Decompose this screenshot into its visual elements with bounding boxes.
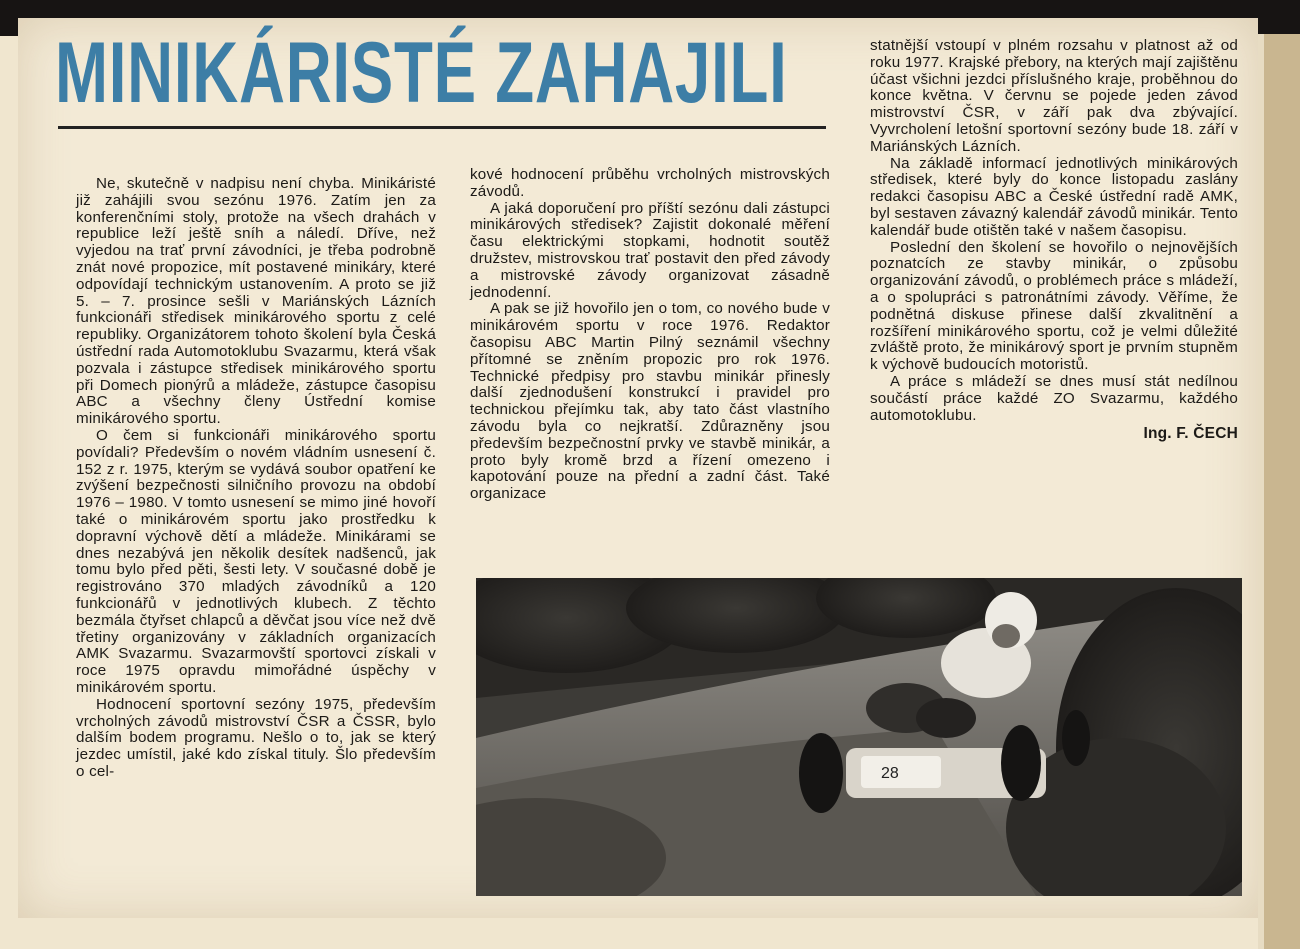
article-headline: MINIKÁRISTÉ ZAHAJILI: [55, 25, 788, 121]
paragraph: kové hodnocení průběhu vrcholných mistrovských závodů.: [470, 166, 830, 200]
kart-race-photo-image: [476, 578, 1242, 896]
kart-number: 28: [881, 765, 899, 782]
headline-rule: [58, 126, 826, 129]
author-signature: Ing. F. ČECH: [1143, 425, 1238, 443]
article-column-1: [76, 176, 436, 781]
paragraph: Ne, skutečně v nadpisu není chyba. Minikáristé již zahájili svou sezónu 1976. Zatím jen za konferenčními stoly, protože na všech drahách v republice leží ještě sníh a náledí. Dříve, než vyjedou na trať první závodníci, je třeba podrobně znát nové propozice, mít postavené minikáry, které odpovídají technickým ustanovením. A proto se již 5. – 7. prosince sešli v Mariánských Lázních funkcionáři středisek minikárového sportu z celé republiky. Organizátorem tohoto školení byla Česká ústřední rada Automotoklubu Svazarmu, která však pozvala i zástupce středisek minikárového sportu při Domech pionýrů a mládeže, zástupce časopisu ABC a všechny členy Ústřední komise minikárového sportu.: [76, 175, 436, 428]
paragraph: O čem si funkcionáři minikárového sportu povídali? Především o novém vládním usnesení č. 152 z r. 1975, kterým se vydává soubor opatření ke zvýšení bezpečnosti silničního provozu na období 1976 – 1980. V tomto usnesení se mimo jiné hovoří také o minikárovém sportu jako prostředku k dopravní výchově dětí a mládeže. Minikárami se dnes nezabývá jen několik desítek nadšenců, jak tomu bylo před pěti, šesti lety. V současné době je registrováno 370 mladých závodníků a 120 funkcionářů v jednotlivých klubech. Z těchto bezmála čtyřset chlapců a děvčat jsou více než dvě třetiny organizovány v základních organizacích AMK Svazarmu. Svazarmovští sportovci získali v roce 1975 opravdu mimořádné úspěchy v minikárovém sportu.: [76, 426, 436, 696]
paragraph: Poslední den školení se hovořilo o nejnovějších poznatcích ze stavby minikár, o způsobu organizování závodů, o problémech práce s mládeží, a o spolupráci s patronátními závody. Věříme, že podnětná diskuse přinese další zkvalitnění a rozšíření minikárového sportu, což je velmi důležité zvláště proto, že minikárový sport je prvním stupněm k výchově budoucích motoristů.: [870, 238, 1238, 374]
page-fold: [1258, 34, 1264, 949]
paragraph: Na základě informací jednotlivých minikárových středisek, které byly do konce listopadu zaslány redakci časopisu ABC a České ústřední radě AMK, byl sestaven závazný kalendář závodů minikár. Tento kalendář bude otištěn také v našem časopisu.: [870, 154, 1238, 239]
paragraph: A jaká doporučení pro příští sezónu dali zástupci minikárových středisek? Zajistit dokonalé měření času elektrickými stopkami, hodnotit soutěž družstev, mistrovskou trať postavit den před závody a mistrovské závody organizovat zásadně jednodenní.: [470, 199, 830, 301]
paragraph: A pak se již hovořilo jen o tom, co nového bude v minikárovém sportu v roce 1976. Redaktor časopisu ABC Martin Pilný seznámil všechny přítomné se zněním propozic pro rok 1976. Technické předpisy pro stavbu minikár přinesly další zjednodušení konstrukcí i pravidel pro technickou přejímku tak, aby tato část vlastního závodu byla co nejkratší. Zdůrazněny jsou především bezpečnostní prvky ve stavbě minikár, a proto byly kromě brzd a řízení omezeno i kapotování pouze na přední a zadní část. Také organizace: [470, 300, 830, 503]
paragraph: A práce s mládeží se dnes musí stát nedílnou součástí práce každé ZO Svazarmu, každého automotoklubu.: [870, 372, 1238, 424]
article-column-3: [870, 38, 1238, 443]
kart-race-photo: [476, 578, 1242, 896]
article-column-2: [470, 167, 830, 503]
paragraph: statnější vstoupí v plném rozsahu v platnost až od roku 1977. Krajské přebory, na kterých mají zajištěnu účast všichni jezdci příslušného kraje, proběhnou do konce května. V červnu se pojede jeden závod mistrovství ČSR, v září pak dva zbývající. Vyvrcholení letošní sportovní sezóny bude 18. září v Mariánských Lázních.: [870, 37, 1238, 155]
next-page-edge: [1262, 34, 1300, 949]
paragraph: Hodnocení sportovní sezóny 1975, především vrcholných závodů mistrovství ČSR a ČSSR, bylo dalším bodem programu. Nešlo o to, jak se který jezdec umístil, jaké kdo získal tituly. Šlo především o cel-: [76, 695, 436, 780]
